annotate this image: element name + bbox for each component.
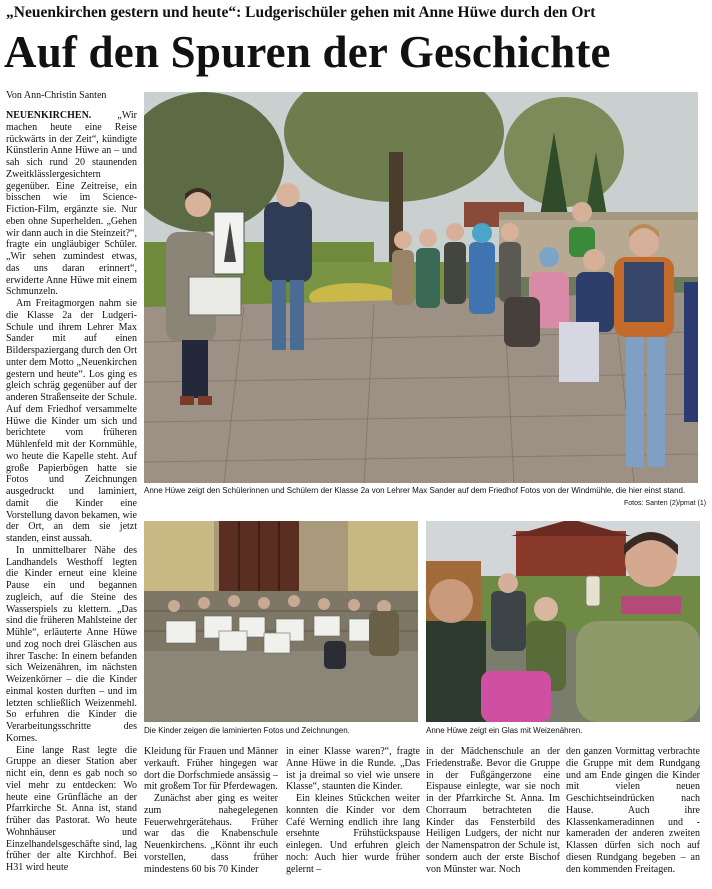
paragraph: den ganzen Vormittag verbrachte die Gruppe mit dem Rundgang und am Ende gingen die Kinder mit vielen neuen Geschichtseindrücken nach Hause. Auch ihre Klassenkameradinnen und -kameraden der anderen zweiten Klassen dürfen sich noch auf diesen Rundgang begeben – an den kommenden Freitagen.	[566, 746, 700, 875]
main-photo-caption: Anne Hüwe zeigt den Schülerinnen und Schülern der Klasse 2a von Lehrer Max Sander auf dem Friedhof Fotos von der Windmühle, die hier einst stand.	[144, 486, 686, 495]
photo-credit: Fotos: Santen (2)/pmat (1)	[624, 500, 707, 507]
paragraph: Kleidung für Frauen und Männer verkauft. Früher hingegen war dort die Dorfschmiede ansässig – mit großem Tor für Pferdewagen.	[144, 746, 278, 793]
paragraph: Ein kleines Stückchen weiter konnten die Kinder vor dem Café Werning endlich ihre lang ersehnte Frühstückspause einlegen. Und erfuhren gleich noch: Auch hier wurde früher gelernt –	[286, 793, 420, 875]
group-photo	[144, 521, 418, 722]
text-column-5	[566, 746, 700, 886]
paragraph: Am Freitagmorgen nahm sie die Klasse 2a der Ludgeri-Schule und ihrem Lehrer Max Sander mit auf einen Bilderspaziergang durch den Ort unter dem Motto „Neuenkirchen gestern und heute“. Los ging es gleich schräg gegenüber auf der anderen Straßenseite der Schule. Auf dem Friedhof versammelte Hüwe die Kinder um sich und berichtete vom früheren Mühlenfeld mit der Kornmühle, wo heute die Kapelle steht. Auf große Papierbögen hatte sie Fotos und Zeichnungen ausgedruckt und laminiert, damit die Kinder eine Vorstellung davon bekamen, wie der Ort, an dem sie jetzt standen, einst aussah.	[6, 298, 137, 544]
text-column-3	[286, 746, 420, 886]
group-photo-caption: Die Kinder zeigen die laminierten Fotos und Zeichnungen.	[144, 726, 350, 735]
paragraph: in der Mädchenschule an der Friedenstraße. Bevor die Gruppe in der Fußgängerzone eine Eispause einlegte, war sie noch in der Pfarrkirche St. Anna. Im Chorraum betrachteten die Kinder das Fensterbild des Heiligen Ludgers, der nicht nur der Namenspatron der Schule ist, sondern auch der erste Bischof von Münster war. Noch	[426, 746, 560, 875]
jar-photo-image	[426, 521, 700, 722]
jar-photo	[426, 521, 700, 722]
paragraph: in einer Klasse waren?“, fragte Anne Hüwe in die Runde. „Das ist ja dreimal so viel wie unsere Klasse“, staunten die Kinder.	[286, 746, 420, 793]
dateline: NEUENKIRCHEN.	[6, 110, 92, 121]
group-photo-image	[144, 521, 418, 722]
paragraph: Zunächst aber ging es weiter zum nahegelegenen Feuerwehrgerätehaus. Früher war das die Knabenschule Neuenkirchens. „Könnt ihr euch vorstellen, dass früher mindestens 60 bis 70 Kinder	[144, 793, 278, 875]
text-column-1	[6, 110, 137, 886]
paragraph: Eine lange Rast legte die Gruppe an dieser Station aber nicht ein, denn es gab noch so viel mehr zu entdecken: Wo heute eine Grünfläche an der Pfarrkirche St. Anna ist, stand früher das Pastorat. Wo heute Wohnhäuser und Einzelhandelsgeschäfte sind, lag früher der alte Kirchhof. Bei H31 wird heute	[6, 744, 137, 873]
text-column-2	[144, 746, 278, 886]
main-photo	[144, 92, 698, 483]
article-kicker: „Neuenkirchen gestern und heute“: Ludgerischüler gehen mit Anne Hüwe durch den Ort	[6, 4, 596, 21]
paragraph: „Wir machen heute eine Reise rückwärts in der Zeit“, kündigte Künstlerin Anne Hüwe an – und sah sich rund 20 staunenden Zweitklässlergesichtern gegenüber. Eine Zeitreise, ein bisschen wie im Science-Fiction-Film, ergänzte sie. Nur eben ohne Superhelden. „Gehen wir dann auch in die Steinzeit?“, fragte ein ungläubiger Schüler. „Wir sehen zumindest etwas, das uns daran erinnert“, erwiderte Anne Hüwe mit einem Schmunzeln.	[6, 110, 137, 298]
paragraph: In unmittelbarer Nähe des Landhandels Westhoff legten die Kinder erneut eine kleine Pause ein und begannen zugleich, auf die Steine des Wasserspiels zu klettern. „Das sind die früheren Mahlsteine der Mühle“, erläuterte Anne Hüwe und zog noch drei Gläschen aus ihrer Tasche: In einem befanden sich Weizenähren, im nächsten Weizenkörner – die die Kinder einmal kosten durften – und im letzten schließlich Weizenmehl. So erfuhren die Kinder die Verarbeitungsschritte des Kornes.	[6, 544, 137, 744]
text-column-4	[426, 746, 560, 886]
jar-photo-caption: Anne Hüwe zeigt ein Glas mit Weizenähren.	[426, 726, 583, 735]
article-byline: Von Ann-Christin Santen	[6, 90, 107, 101]
article-headline: Auf den Spuren der Geschichte	[4, 27, 611, 77]
main-photo-image	[144, 92, 698, 483]
